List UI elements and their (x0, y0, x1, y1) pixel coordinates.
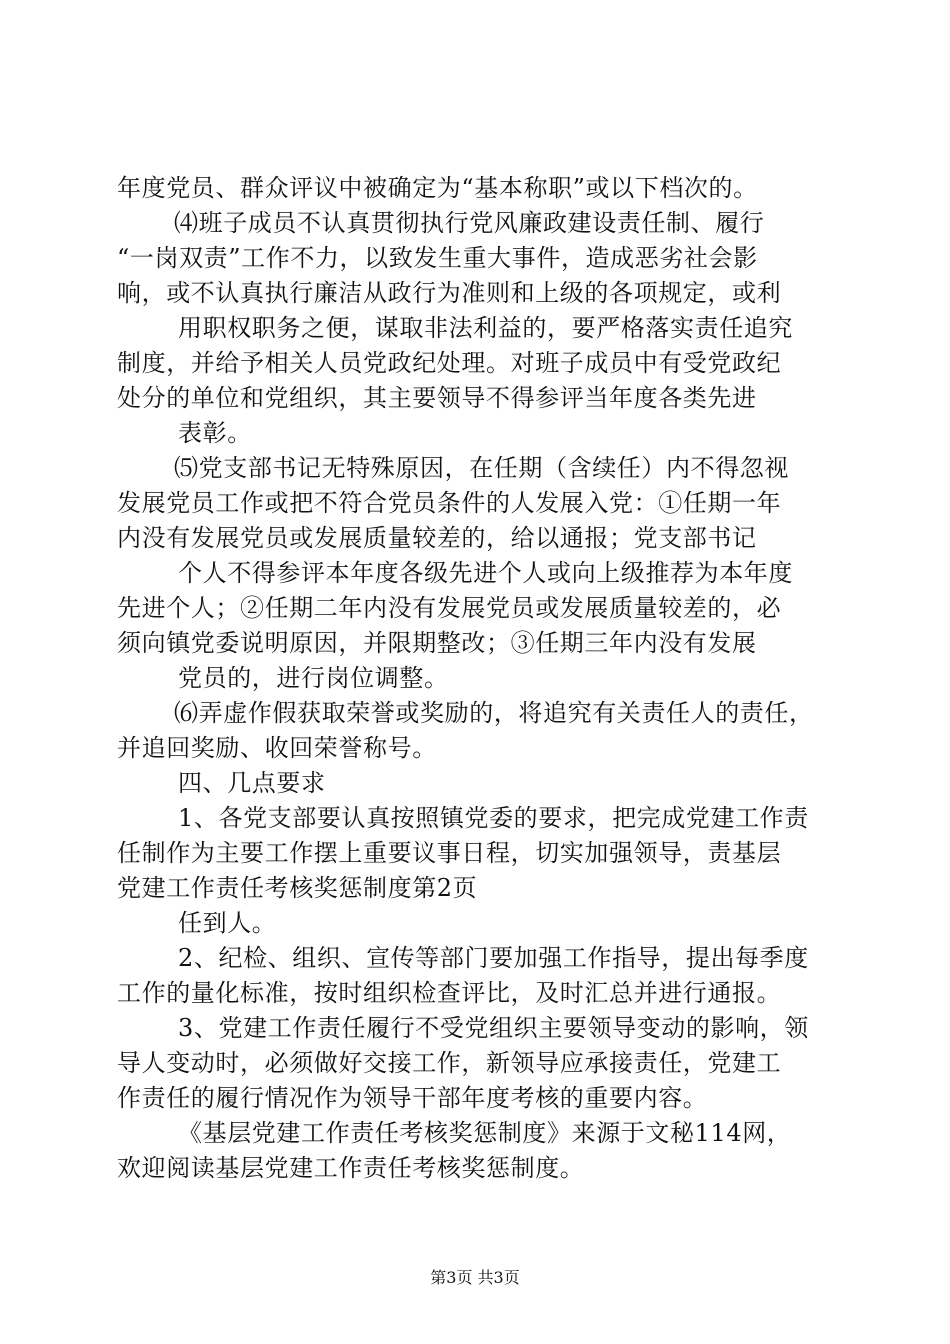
text-line: 欢迎阅读基层党建工作责任考核奖惩制度。 (117, 1154, 585, 1182)
text-line: ⑸党支部书记无特殊原因，在任期（含续任）内不得忽视 (174, 454, 789, 482)
text-line: ⑹弄虚作假获取荣誉或奖励的，将追究有关责任人的责任， (174, 699, 814, 727)
text-line: 年度党员、群众评议中被确定为“基本称职”或以下档次的。 (117, 174, 758, 202)
text-line: 1、各党支部要认真按照镇党委的要求，把完成党建工作责 (178, 804, 809, 832)
text-line: 用职权职务之便，谋取非法利益的，要严格落实责任追究 (178, 314, 793, 342)
text-line: 工作的量化标准，按时组织检查评比，及时汇总并进行通报。 (117, 979, 782, 1007)
text-line: 表彰。 (178, 419, 252, 447)
text-line: 《基层党建工作责任考核奖惩制度》来源于文秘114网， (178, 1119, 792, 1147)
text-line: 3、党建工作责任履行不受党组织主要领导变动的影响，领 (178, 1014, 809, 1042)
text-line: 导人变动时，必须做好交接工作，新领导应承接责任，党建工 (117, 1049, 782, 1077)
text-line: 须向镇党委说明原因，并限期整改；③任期三年内没有发展 (117, 629, 757, 657)
text-line: 制度，并给予相关人员党政纪处理。对班子成员中有受党政纪 (117, 349, 782, 377)
text-line: 先进个人；②任期二年内没有发展党员或发展质量较差的，必 (117, 594, 782, 622)
text-line: 任制作为主要工作摆上重要议事日程，切实加强领导，责基层 (117, 839, 782, 867)
text-line: “一岗双责”工作不力，以致发生重大事件，造成恶劣社会影 (117, 244, 758, 272)
text-line: 作责任的履行情况作为领导干部年度考核的重要内容。 (117, 1084, 708, 1112)
text-line: 党建工作责任考核奖惩制度第2页 (117, 874, 478, 902)
text-line: ⑷班子成员不认真贯彻执行党风廉政建设责任制、履行 (174, 209, 765, 237)
text-line: 内没有发展党员或发展质量较差的，给以通报；党支部书记 (117, 524, 757, 552)
text-line: 2、纪检、组织、宣传等部门要加强工作指导，提出每季度 (178, 944, 809, 972)
text-line: 并追回奖励、收回荣誉称号。 (117, 734, 437, 762)
text-line: 任到人。 (178, 909, 277, 937)
text-line: 个人不得参评本年度各级先进个人或向上级推荐为本年度 (178, 559, 793, 587)
text-line: 处分的单位和党组织，其主要领导不得参评当年度各类先进 (117, 384, 757, 412)
section-heading: 四、几点要求 (178, 769, 326, 797)
text-line: 发展党员工作或把不符合党员条件的人发展入党：①任期一年 (117, 489, 782, 517)
text-line: 党员的，进行岗位调整。 (178, 664, 449, 692)
page-number-footer: 第3页 共3页 (430, 1268, 520, 1287)
text-line: 响，或不认真执行廉洁从政行为准则和上级的各项规定，或利 (117, 279, 782, 307)
